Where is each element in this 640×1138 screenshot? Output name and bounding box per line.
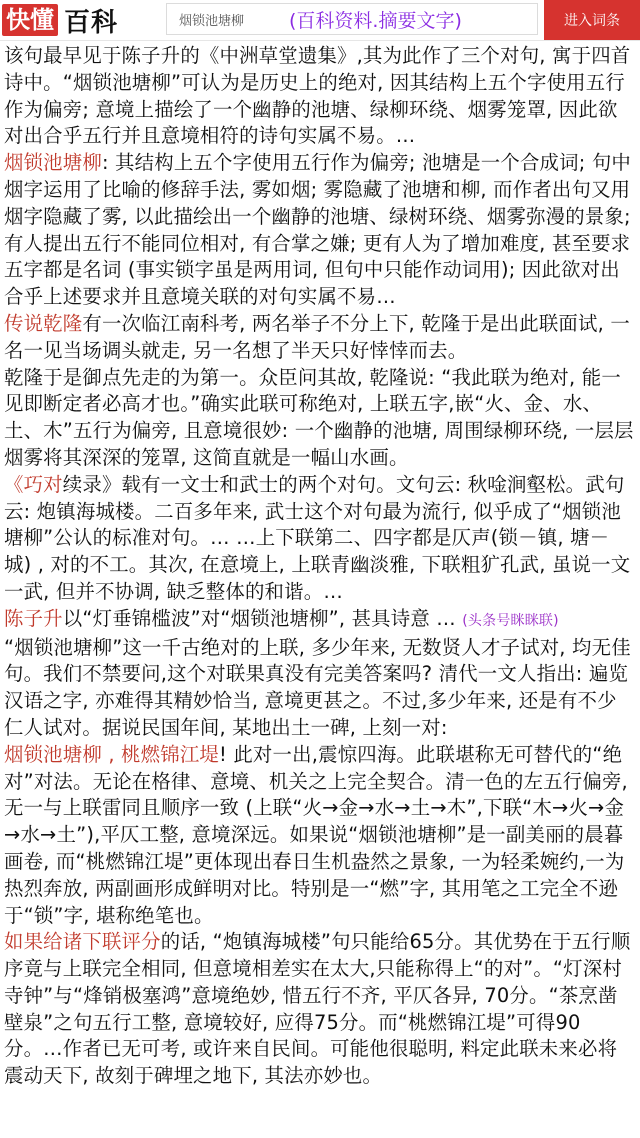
source-label[interactable]: (头条号眯眯联) xyxy=(462,612,559,629)
paragraph xyxy=(4,472,636,606)
paragraph-text: : 其结构上五个字使用五行作为偏旁; 池塘是一个合成词; 句中烟字运用了比喻的修辞手法, 雾如烟; 雾隐藏了池塘和柳, 而作者出句又用烟字隐藏了雾, 以此描绘出一个幽静的池塘、绿树环绕、烟雾弥漫的景象; 有人提出五行不能同位相对, 有合掌之嫌; 更有人为了增加难度, 甚至要求五字都是名词 (事实锁字虽是两用词, 但句中只能作动词用); 因此欲对出合乎上述要求并且意境关联的对句实属不易… xyxy=(4,151,632,309)
highlight-link[interactable]: 如果给诸下联评分 xyxy=(4,930,161,954)
highlight-link[interactable]: 传说乾隆 xyxy=(4,311,83,335)
search-input[interactable] xyxy=(179,12,263,27)
paragraph xyxy=(4,43,636,150)
paragraph xyxy=(4,635,636,742)
highlight-link[interactable]: 烟锁池塘柳 , 桃燃锦江堤 xyxy=(4,742,219,766)
paragraph xyxy=(4,311,636,365)
paragraph xyxy=(4,742,636,930)
paragraph xyxy=(4,929,636,1090)
search-hint: (百科资料.摘要文字) xyxy=(289,9,462,32)
highlight-link[interactable]: 《巧对 xyxy=(4,472,63,496)
search-box[interactable] xyxy=(166,3,538,35)
paragraph-text: ! 此对一出,震惊四海。此联堪称无可替代的“绝对”对法。无论在格律、意境、机关之上完全契合。清一色的左五行偏旁, 无一与上联雷同且顺序一致 (上联“火→金→水→土→木”,下联“木→火→金→水→土”),平仄工整, 意境深远。如果说“烟锁池塘柳”是一副美丽的晨暮画卷, 而“桃燃锦江堤”更体现出春日生机盎然之景象, 一为轻柔婉约,一为热烈奔放, 两副画形成鲜明对比。特别是一“燃”字, 其用笔之工完全不逊于“锁”字, 堪称绝笔也。 xyxy=(4,742,628,927)
paragraph-text: 该句最早见于陈子升的《中洲草堂遗集》,其为此作了三个对句, 寓于四首诗中。“烟锁池塘柳”可认为是历史上的绝对, 因其结构上五个字使用五行作为偏旁; 意境上描绘了一个幽静的池塘、绿柳环绕、烟雾笼罩, 因此欲对出合乎五行并且意境相符的诗句实属不易。… xyxy=(4,44,631,148)
logo-text: 百科 xyxy=(64,7,119,38)
paragraph xyxy=(4,365,636,472)
site-logo[interactable] xyxy=(0,0,164,40)
highlight-link[interactable]: 陈子升 xyxy=(4,606,63,630)
paragraph xyxy=(4,606,636,635)
paragraph-text: 续录》载有一文士和武士的两个对句。文句云: 秋唫涧壑松。武句云: 炮镇海城楼。二百多年来, 武士这个对句最为流行, 似乎成了“烟锁池塘柳”公认的标准对句。… …上下联第二、四字都是仄声(锁－镇, 塘－城) , 对的不工。其次, 在意境上, 上联青幽淡雅, 下联粗犷孔武, 虽说一文一武, 但并不协调, 缺乏整体的和谐。… xyxy=(4,472,631,603)
highlight-link[interactable]: 烟锁池塘柳 xyxy=(4,151,102,175)
paragraph-text: 乾隆于是御点先走的为第一。众臣问其故, 乾隆说: “我此联为绝对, 能一见即断定者必高才也。”确实此联可称绝对, 上联五字,嵌“火、金、水、土、木”五行为偏旁, 且意境很妙: 一个幽静的池塘, 周围绿柳环绕, 一层层烟雾将其深深的笼罩, 这简直就是一幅山水画。 xyxy=(4,365,634,469)
paragraph xyxy=(4,150,636,311)
paragraph-text: 以“灯垂锦槛波”对“烟锁池塘柳”, 甚具诗意 … xyxy=(62,606,463,630)
enter-entry-button[interactable]: 进入词条 xyxy=(544,0,640,40)
logo-badge: 快懂 xyxy=(2,4,58,36)
paragraph-text: “烟锁池塘柳”这一千古绝对的上联, 多少年来, 无数贤人才子试对, 均无佳句。我们不禁要问,这个对联果真没有完美答案吗? 清代一文人指出: 遍览汉语之字, 亦难得其精妙恰当, 意境更甚之。不过,多少年来, 还是有不少仁人试对。据说民国年间, 某地出土一碑, 上刻一对: xyxy=(4,635,631,739)
summary-content xyxy=(0,41,640,1090)
paragraph-text: 有一次临江南科考, 两名举子不分上下, 乾隆于是出此联面试, 一名一见当场调头就走, 另一名想了半天只好悻悻而去。 xyxy=(4,311,630,362)
paragraph-text: 的话, “炮镇海城楼”句只能给65分。其优势在于五行顺序竟与上联完全相同, 但意境相差实在太大,只能称得上“的对”。“灯深村寺钟”与“烽销极塞鸿”意境绝妙, 惜五行不齐, 平仄各异, 70分。“茶烹凿壁泉”之句五行工整, 意境较好, 应得75分。而“桃燃锦江堤”可得90分。…作者已无可考, 或许来自民间。可能他很聪明, 料定此联未来必将震动天下, 故刻于碑埋之地下, 其法亦妙也。 xyxy=(4,930,631,1088)
top-bar xyxy=(0,0,640,41)
